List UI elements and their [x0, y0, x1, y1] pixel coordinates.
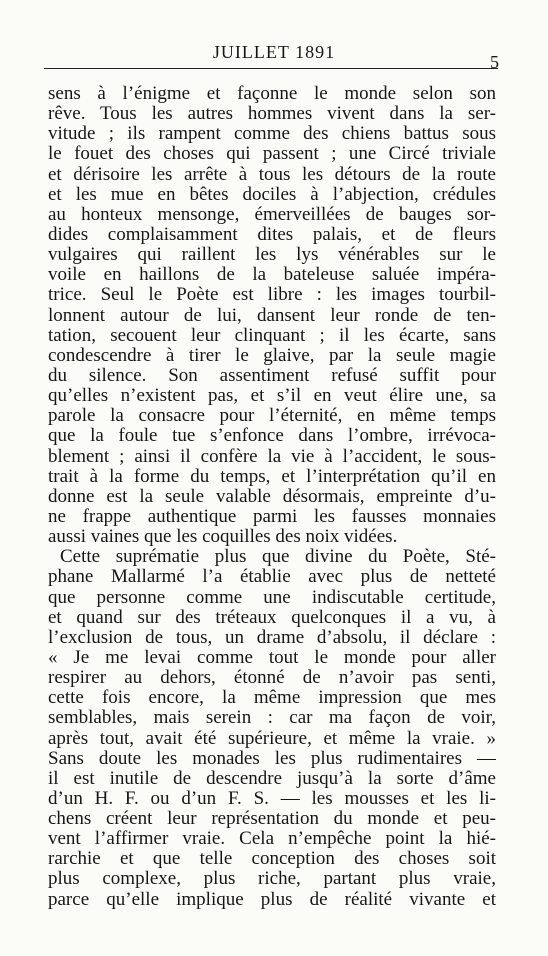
- text-line: donne est la seule valable désormais, empreinte d’u-: [48, 486, 496, 507]
- text-line: et les mue en bêtes dociles à l’abjection, crédules: [48, 184, 496, 205]
- running-head: JUILLET 1891: [212, 42, 336, 62]
- text-line: Sans doute les monades les plus rudimentaires —: [48, 748, 496, 769]
- text-line: trice. Seul le Poète est libre : les images tourbil-: [48, 285, 496, 306]
- text-line: et dérisoire les arrête à tous les détours de la route: [48, 164, 496, 185]
- header-rule: [44, 68, 498, 69]
- text-line: et quand sur des tréteaux quelconques il a vu, à: [48, 607, 496, 628]
- text-line: vent l’affirmer vraie. Cela n’empêche point la hié-: [48, 829, 496, 850]
- text-line: respirer au dehors, étonné de n’avoir pas senti,: [48, 668, 496, 689]
- text-line: tation, secouent leur clinquant ; il les écarte, sans: [48, 325, 496, 346]
- text-line: voile en haillons de la bateleuse saluée impéra-: [48, 265, 496, 286]
- text-line: vulgaires qui raillent les lys vénérables sur le: [48, 245, 496, 266]
- text-line: parole la consacre pour l’éternité, en même temps: [48, 406, 496, 427]
- text-line: il est inutile de descendre jusqu’à la sorte d’âme: [48, 768, 496, 789]
- text-line: sens à l’énigme et façonne le monde selon son: [48, 84, 496, 104]
- text-line: d’un H. F. ou d’un F. S. — les mousses et les li-: [48, 788, 496, 809]
- text-line: qu’elles n’existent pas, et s’il en veut élire une, sa: [48, 386, 496, 407]
- text-line: parce qu’elle implique plus de réalité vivante et: [48, 889, 496, 910]
- text-line: semblables, mais serein : car ma façon de voir,: [48, 708, 496, 729]
- body-text: [48, 84, 496, 910]
- text-line: chens créent leur représentation du monde et peu-: [48, 809, 496, 830]
- text-line: le fouet des choses qui passent ; une Circé triviale: [48, 144, 496, 165]
- text-line: que personne comme une indiscutable certitude,: [48, 587, 496, 608]
- text-line: aussi vaines que les coquilles des noix vidées.: [48, 527, 398, 548]
- text-line: vitude ; ils rampent comme des chiens battus sous: [48, 124, 496, 145]
- text-line: rêve. Tous les autres hommes vivent dans la ser-: [48, 104, 496, 125]
- text-line: du silence. Son assentiment refusé suffit pour: [48, 365, 496, 386]
- text-line: que la foule tue s’enfonce dans l’ombre, irrévoca-: [48, 426, 496, 447]
- text-line: condescendre à tirer le glaive, par la seule magie: [48, 345, 496, 366]
- text-line: phane Mallarmé l’a établie avec plus de netteté: [48, 567, 496, 588]
- text-line: trait à la forme du temps, et l’interprétation qu’il en: [48, 466, 496, 487]
- page-number: 5: [490, 52, 499, 72]
- text-line: dides complaisamment dites palais, et de fleurs: [48, 224, 496, 245]
- text-line: cette fois encore, la même impression que mes: [48, 688, 496, 709]
- text-line: au honteux mensonge, émerveillées de bauges sor-: [48, 204, 496, 225]
- text-line: lonnent autour de lui, dansent leur ronde de ten-: [48, 305, 496, 326]
- text-line: Cette suprématie plus que divine du Poète, Sté-: [60, 547, 496, 568]
- text-line: après tout, avait été supérieure, et même la vraie. »: [48, 728, 496, 749]
- text-line: rarchie et que telle conception des choses soit: [48, 849, 496, 870]
- text-line: l’exclusion de tous, un drame d’absolu, il déclare :: [48, 627, 496, 648]
- text-line: blement ; ainsi il confère la vie à l’accident, le sous-: [48, 446, 496, 467]
- text-line: ne frappe authentique parmi les fausses monnaies: [48, 506, 496, 527]
- text-line: « Je me levai comme tout le monde pour aller: [48, 647, 496, 668]
- text-line: plus complexe, plus riche, partant plus vraie,: [48, 869, 496, 890]
